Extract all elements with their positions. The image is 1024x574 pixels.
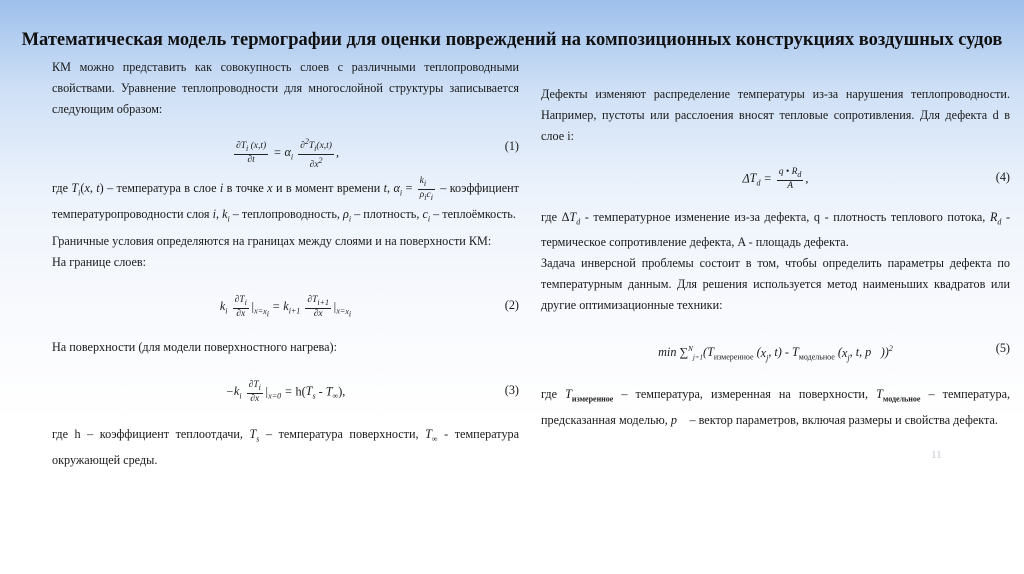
equation-number: (1) [504, 139, 519, 153]
inverse-text: Задача инверсной проблемы состоит в том, чтобы определить параметры дефекта по температурным данным. Для решения используется метод наименьших квадратов или другие оптимизационные техники: [541, 256, 1010, 313]
equation-number: (5) [995, 341, 1010, 356]
equation-2: $k_i$ $\frac{\partial T_i}{\partial x}$ $|_{x=x_i} = k_{i+1}$ $\frac{\partial T_{i+1}}{\partial x}$ $|_{x=x_i}$ (2) [219, 295, 519, 319]
equation-4: $\Delta T_d$ = $\frac{q • R_d}{A}$ , (4) [742, 167, 1010, 191]
eq3-explanation: где h – коэффициент теплоотдачи, $T_s$ – температура поверхности, $T_\infty$ - температура окружающей среды. [52, 427, 520, 467]
page-number: 11 [931, 449, 942, 461]
equation-number: (4) [995, 170, 1010, 184]
equation-3: $-k_i$ $\frac{\partial T_i}{\partial x}$ $|_{x=0} = h(T_s - T_\infty)$, (3) [225, 380, 519, 404]
equation-number: (2) [504, 298, 519, 313]
defects-text: Дефекты изменяют распределение температуры из-за нарушения теплопроводности. Например, пустоты или расслоения вносят тепловые сопротивления. Для дефекта d в слое i: [541, 87, 1010, 143]
eq4-explanation: где $\Delta T_d$ - температурное изменение из-за дефекта, q - плотность теплового потока, $R_d$ - термическое сопротивление дефекта, A - площадь дефекта. [541, 210, 1011, 250]
right-column [541, 84, 1010, 431]
equation-5: $\min \sum^N_{j=1}(T_{измеренное}$ ($x_j$, $t) - T_{модельное}$ ($x_j$, t, p⃗))$^2$ (5) [541, 328, 1010, 370]
slide-title: Математическая модель термографии для оценки повреждений на композиционных конструкциях воздушных судов [21, 30, 1003, 50]
intro-text: КМ можно представить как совокупность слоев с различными теплопроводными свойствами. Уравнение теплопроводности для многослойной структуры записывается следующим образом: [52, 60, 519, 116]
boundary-text: Граничные условия определяются на границах между слоями и на поверхности КМ: [52, 234, 492, 249]
eq1-explanation: где $T_i(x$, t) – температура в слое i в точке x и в момент времени t, $\alpha_i$ = $\frac{k_i}{\rho_ic_i}$ – коэффициент температуропроводности слоя i, $k_i$ – теплопроводность, $\rho_i$ – плотность, $c_i$ – теплоёмкость. [52, 176, 519, 224]
interface-text: На границе слоев: [52, 255, 147, 270]
left-column [52, 57, 519, 471]
equation-number: (3) [504, 383, 519, 398]
equation-1: $\frac{\partial T_i (x,t)}{\partial t}$ = $\alpha_i$ $\frac{\partial^2T_i(x,t)}{\partial x^2}$ , (1) [235, 137, 519, 171]
eq5-explanation: где $T_{измеренное}$ – температура, измеренная на поверхности, $T_{модельное}$ – температура, предсказанная моделью, p⃗ – вектор параметров, включая размеры и свойства дефекта. [541, 387, 1011, 427]
surface-text: На поверхности (для модели поверхностного нагрева): [52, 340, 337, 355]
